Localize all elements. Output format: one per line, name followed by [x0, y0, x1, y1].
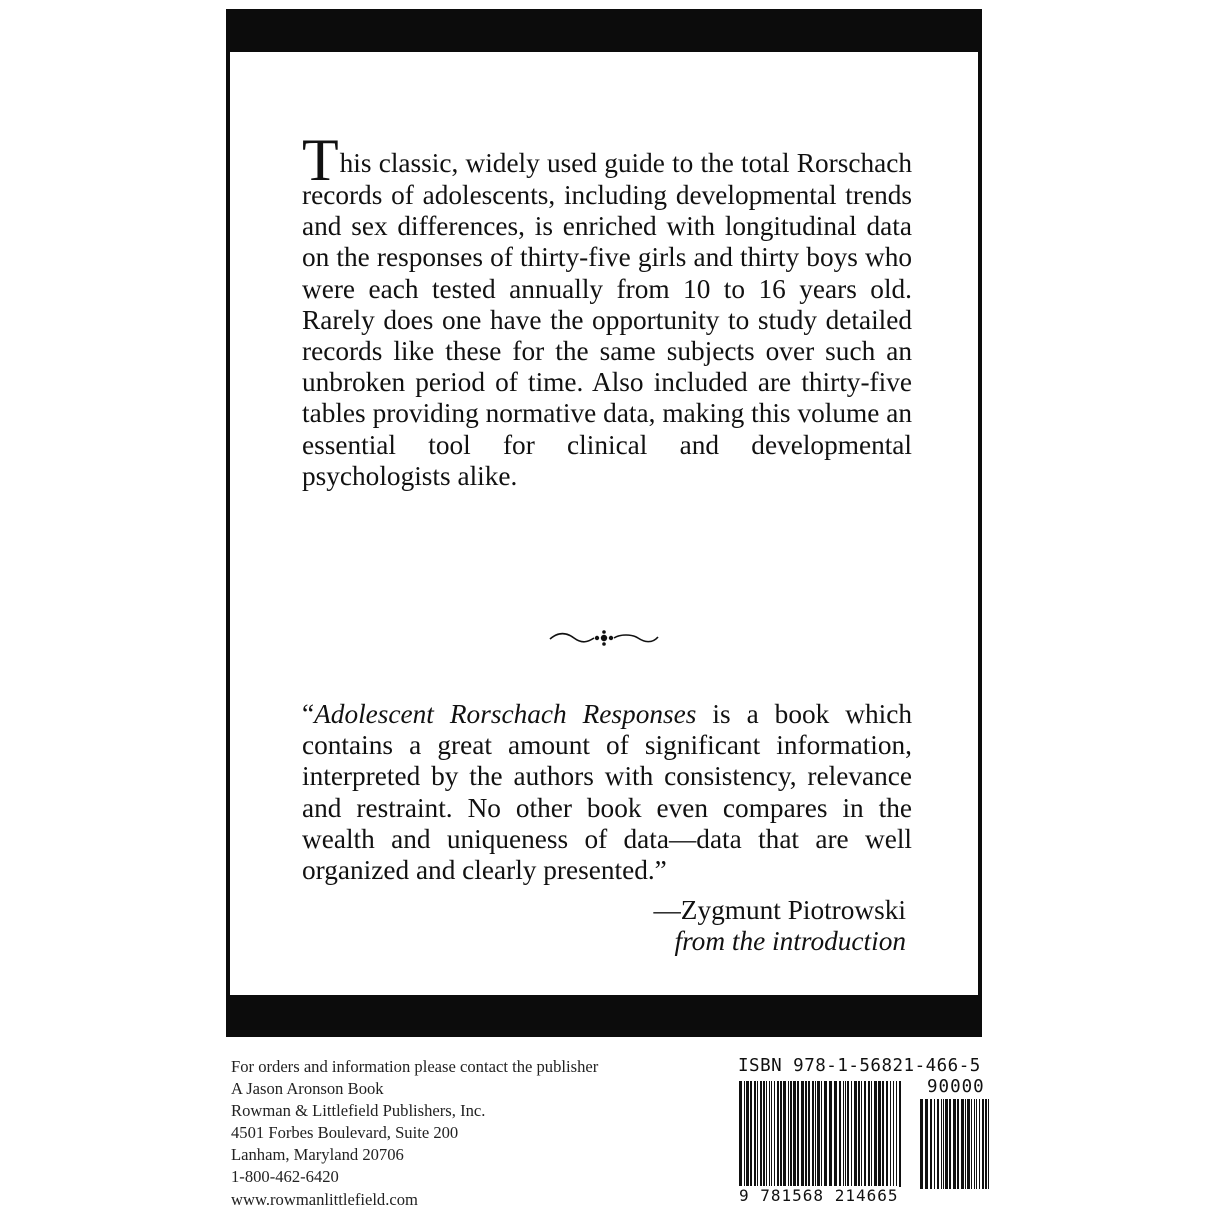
publisher-line: Lanham, Maryland 20706	[231, 1145, 404, 1165]
barcode-bar	[941, 1099, 942, 1189]
barcode-bar	[871, 1081, 872, 1187]
barcode-bar	[861, 1081, 862, 1187]
barcode-bar	[780, 1081, 782, 1187]
quote-source: from the introduction	[674, 926, 906, 957]
barcode-bar	[763, 1081, 765, 1187]
quote-attribution	[653, 895, 906, 957]
barcode-bar	[893, 1081, 894, 1187]
barcode-bar	[896, 1081, 897, 1187]
barcode-bar	[757, 1081, 758, 1187]
ornament-divider-icon	[548, 626, 660, 650]
barcode-bar	[967, 1099, 970, 1189]
barcode-bar	[834, 1081, 837, 1187]
publisher-line: A Jason Aronson Book	[231, 1079, 384, 1099]
barcode-bar	[953, 1099, 956, 1189]
quote-open-mark: “	[302, 699, 315, 729]
barcode-bar	[934, 1099, 935, 1189]
isbn-label: ISBN 978-1-56821-466-5	[738, 1056, 981, 1076]
barcode-bar	[943, 1099, 944, 1189]
barcode-bar	[783, 1081, 786, 1187]
barcode-bar	[801, 1081, 804, 1187]
barcode-bar	[817, 1081, 820, 1187]
barcode-bar	[821, 1081, 822, 1187]
barcode-bar	[920, 1099, 923, 1189]
publisher-url: www.rowmanlittlefield.com	[231, 1189, 418, 1209]
barcode-bar	[746, 1081, 749, 1187]
barcode-bar	[769, 1081, 770, 1187]
publisher-line: 4501 Forbes Boulevard, Suite 200	[231, 1123, 459, 1143]
barcode-bar	[979, 1099, 980, 1189]
barcode-bar	[878, 1081, 881, 1187]
barcode-bar	[868, 1081, 870, 1187]
barcode-bar	[971, 1099, 972, 1189]
barcode-bar	[797, 1081, 799, 1187]
barcode-bar	[793, 1081, 796, 1187]
barcode-bar	[982, 1099, 984, 1189]
barcode-bar	[771, 1081, 772, 1187]
barcode-bar	[961, 1099, 964, 1189]
barcode-bar	[766, 1081, 767, 1187]
barcode-bar	[988, 1099, 989, 1189]
barcode-bar	[864, 1081, 866, 1187]
barcode-bar	[760, 1081, 762, 1187]
review-quote	[302, 699, 912, 886]
barcode-bar	[805, 1081, 807, 1187]
barcode-bar	[851, 1081, 852, 1187]
barcode-bar	[976, 1099, 977, 1189]
barcode-bar	[815, 1081, 816, 1187]
barcode-bar	[854, 1081, 857, 1187]
barcode-bar	[930, 1099, 932, 1189]
drop-cap: T	[302, 127, 339, 193]
barcode-bar	[847, 1081, 849, 1187]
barcode-bar	[754, 1081, 756, 1187]
barcode-bar	[882, 1081, 884, 1187]
publisher-contact	[231, 1056, 598, 1211]
barcode-bar	[899, 1081, 901, 1187]
cover-panel	[230, 52, 978, 995]
book-title: Adolescent Rorschach Responses	[314, 699, 697, 729]
barcode-bar	[845, 1081, 846, 1187]
barcode-bar	[774, 1081, 775, 1187]
barcode-bar	[824, 1081, 827, 1187]
barcode-bar	[874, 1081, 877, 1187]
barcode-bar	[843, 1081, 844, 1187]
barcode-bar	[937, 1099, 939, 1189]
barcode-bar	[790, 1081, 792, 1187]
quote-text: is a book which contains a great amount of significant information, interpreted by the authors with consistency, relevance and restraint. No other book even compares in the wealth and uniqueness of data—data that are well organized and clearly presented.”	[302, 699, 912, 886]
price-code: 90000	[927, 1077, 985, 1097]
barcode-bar	[812, 1081, 814, 1187]
barcode-bar	[808, 1081, 810, 1187]
barcode-bar	[744, 1081, 745, 1187]
barcode-bar	[777, 1081, 779, 1187]
barcode-bar	[858, 1081, 860, 1187]
barcode-bar	[957, 1099, 959, 1189]
publisher-line: 1-800-462-6420	[231, 1167, 339, 1187]
quote-author: —Zygmunt Piotrowski	[653, 895, 906, 925]
barcode-bar	[839, 1081, 841, 1187]
barcode-bar	[886, 1081, 888, 1187]
cover-frame	[226, 9, 982, 1037]
barcode-bar	[788, 1081, 789, 1187]
barcode-bar	[890, 1081, 891, 1187]
barcode-bar	[965, 1099, 966, 1189]
barcode-bar	[985, 1099, 987, 1189]
barcode-bar	[750, 1081, 752, 1187]
blurb-paragraph	[302, 127, 912, 492]
barcode-bar	[925, 1099, 928, 1189]
barcode-bar	[974, 1099, 975, 1189]
barcode-bar	[949, 1099, 951, 1189]
isbn-barcode	[739, 1081, 902, 1187]
publisher-line: Rowman & Littlefield Publishers, Inc.	[231, 1101, 486, 1121]
publisher-line: For orders and information please contact the publisher	[231, 1057, 599, 1076]
price-barcode	[920, 1099, 990, 1189]
barcode-bar	[829, 1081, 832, 1187]
barcode-bar	[739, 1081, 742, 1187]
blurb-text: his classic, widely used guide to the total Rorschach records of adolescents, including developmental trends and sex differences, is enriched with longitudinal data on the responses of thirty-five girls and thirty boys who were each tested annually from 10 to 16 years old. Rarely does one have the opportunity to study detailed records like these for the same subjects over such an unbroken period of time. Also included are thirty-five tables providing normative data, making this volume an essential tool for clinical and developmental psychologists alike.	[302, 148, 912, 491]
barcode-bar	[945, 1099, 948, 1189]
barcode-digits: 9 781568 214665	[739, 1186, 899, 1205]
